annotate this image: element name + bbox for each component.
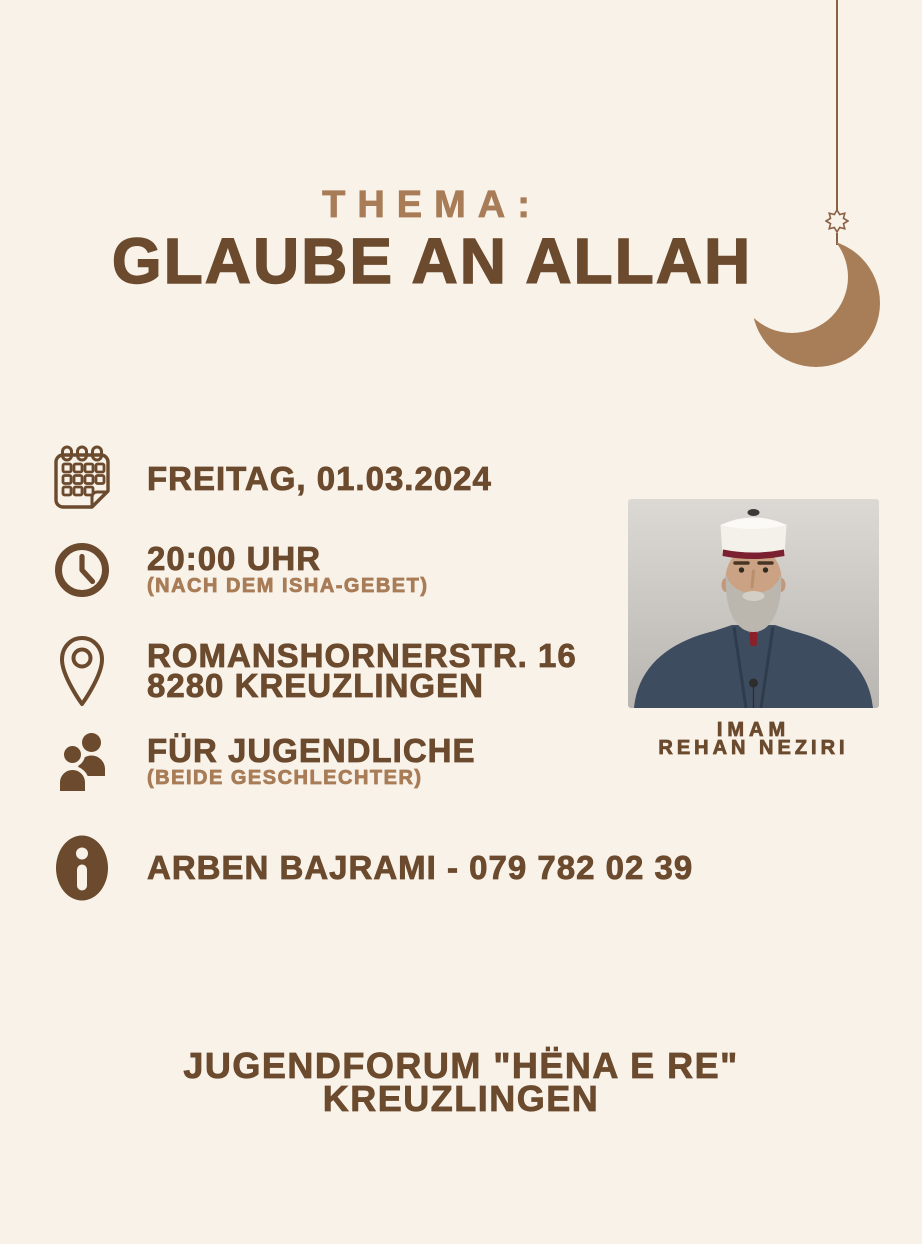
event-contact: ARBEN BAJRAMI - 079 782 02 39 — [147, 849, 694, 886]
organizer-name: JUGENDFORUM "HËNA E RE" — [183, 1045, 739, 1086]
people-icon — [50, 731, 114, 793]
event-city: 8280 KREUZLINGEN — [147, 667, 484, 704]
info-icon — [50, 835, 114, 901]
detail-row-contact — [50, 834, 693, 902]
event-street: ROMANSHORNERSTR. 16 — [147, 637, 577, 674]
title-kicker: THEMA: — [322, 184, 542, 226]
imam-caption-title: IMAM — [716, 719, 791, 741]
calendar-icon — [50, 445, 114, 513]
location-pin-icon — [50, 634, 114, 708]
organizer-city: KREUZLINGEN — [322, 1078, 600, 1119]
event-date: FREITAG, 01.03.2024 — [147, 460, 492, 497]
detail-row-location — [50, 633, 577, 709]
detail-row-time — [50, 538, 429, 602]
organizer-footer — [0, 1045, 922, 1119]
imam-portrait-illustration — [628, 499, 879, 708]
detail-row-audience — [50, 729, 476, 795]
imam-caption-name: REHAN NEZIRI — [658, 737, 849, 759]
event-time: 20:00 UHR — [147, 540, 322, 577]
clock-icon — [50, 541, 114, 599]
event-audience: FÜR JUGENDLICHE — [147, 732, 476, 769]
ornament-string — [836, 0, 838, 211]
event-time-note: (NACH DEM ISHA-GEBET) — [147, 575, 429, 597]
event-audience-note: (BEIDE GESCHLECHTER) — [147, 767, 423, 789]
poster-title: GLAUBE AN ALLAH — [111, 225, 753, 297]
detail-row-date — [50, 441, 492, 517]
imam-photo — [628, 499, 879, 708]
imam-caption — [628, 721, 879, 757]
